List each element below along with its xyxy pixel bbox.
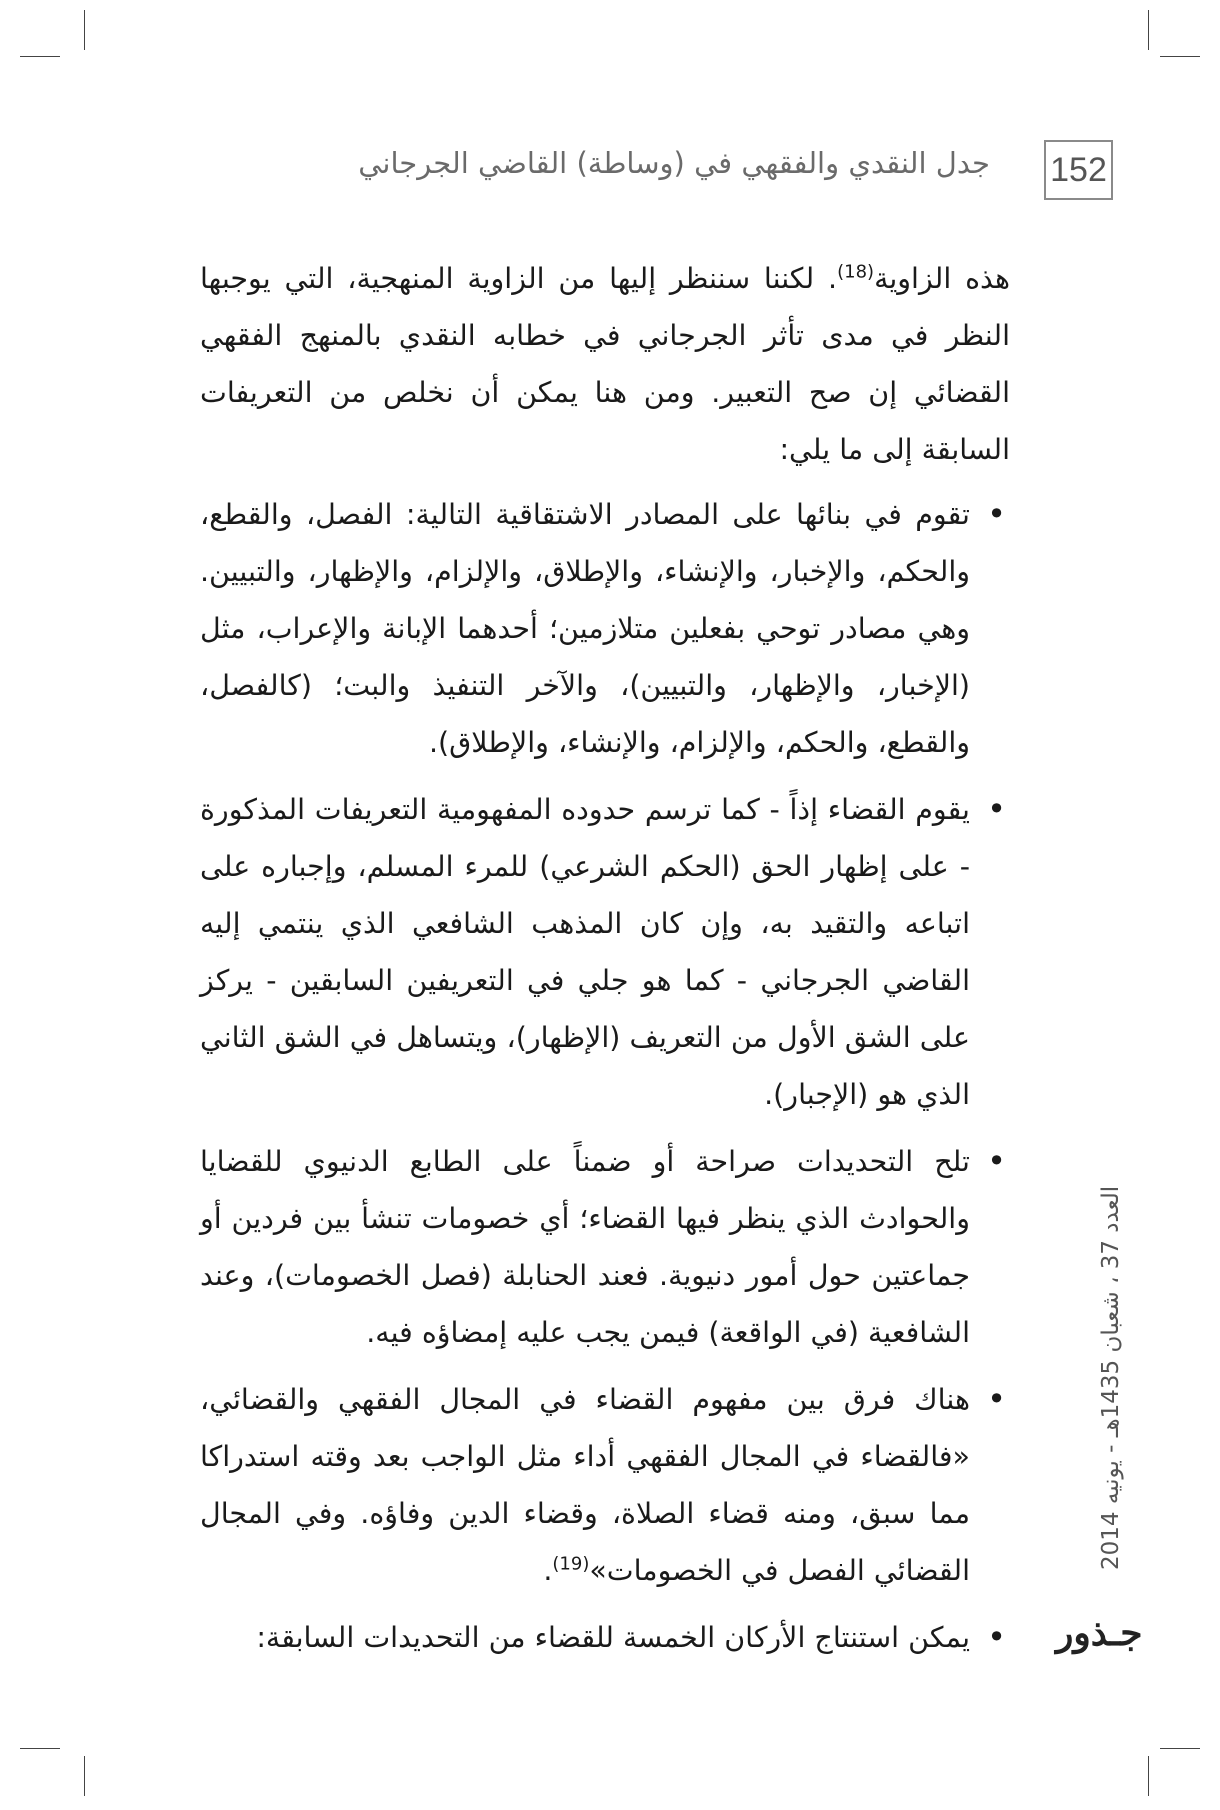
list-item — [200, 486, 1010, 771]
list-item — [200, 1371, 1010, 1599]
article-body — [200, 250, 1010, 1676]
list-item-text: يمكن استنتاج الأركان الخمسة للقضاء من التحديدات السابقة: — [256, 1621, 970, 1654]
list-item-text-end: . — [543, 1554, 553, 1587]
intro-paragraph — [200, 250, 1010, 478]
journal-logo: جـذور — [1056, 1612, 1143, 1654]
footnote-ref: (18) — [837, 261, 875, 283]
crop-mark — [1160, 56, 1200, 57]
crop-mark — [1148, 10, 1149, 50]
crop-mark — [84, 1756, 85, 1796]
page-number: 152 — [1044, 140, 1113, 200]
intro-text-rest: . لكننا سننظر إليها من الزاوية المنهجية، التي يوجبها النظر في مدى تأثر الجرجاني في خطابه النقدي بالمنهج الفقهي القضائي إن صح التعبير. ومن هنا يمكن أن نخلص من التعريفات السابقة إلى ما يلي: — [200, 262, 1010, 466]
list-item — [200, 1609, 1010, 1666]
issue-info: العدد 37 ، شعبان 1435هـ - يونيه 2014 — [1098, 1185, 1124, 1570]
list-item-text: تقوم في بنائها على المصادر الاشتقاقية التالية: الفصل، والقطع، والحكم، والإخبار، والإنشاء، والإطلاق، والإلزام، والإظهار، والتبيين. وهي مصادر توحي بفعلين متلازمين؛ أحدهما الإبانة والإعراب، مثل (الإخبار، والإظهار، والتبيين)، والآخر التنفيذ والبت؛ (كالفصل، والقطع، والحكم، والإلزام، والإنشاء، والإطلاق). — [200, 498, 970, 759]
footnote-ref: (19) — [552, 1553, 590, 1575]
crop-mark — [20, 1748, 60, 1749]
list-item — [200, 1133, 1010, 1361]
crop-mark — [1148, 1756, 1149, 1796]
crop-mark — [20, 56, 60, 57]
crop-mark — [84, 10, 85, 50]
bullet-list — [200, 486, 1010, 1666]
list-item-text: يقوم القضاء إذاً - كما ترسم حدوده المفهومية التعريفات المذكورة - على إظهار الحق (الحكم الشرعي) للمرء المسلم، وإجباره على اتباعه والتقيد به، وإن كان المذهب الشافعي الذي ينتمي إليه القاضي الجرجاني - كما هو جلي في التعريفين السابقين - يركز على الشق الأول من التعريف (الإظهار)، ويتساهل في الشق الثاني الذي هو (الإجبار). — [200, 793, 970, 1111]
list-item-text: هناك فرق بين مفهوم القضاء في المجال الفقهي والقضائي، «فالقضاء في المجال الفقهي أداء مثل الواجب بعد وقته استدراكا مما سبق، ومنه قضاء الصلاة، وقضاء الدين وفاؤه. وفي المجال القضائي الفصل في الخصومات» — [200, 1383, 970, 1587]
running-title: جدل النقدي والفقهي في (وساطة) القاضي الجرجاني — [358, 146, 990, 180]
intro-text-start: هذه الزاوية — [874, 262, 1011, 295]
crop-mark — [1160, 1748, 1200, 1749]
list-item-text: تلح التحديدات صراحة أو ضمناً على الطابع الدنيوي للقضايا والحوادث الذي ينظر فيها القضاء؛ أي خصومات تنشأ بين فردين أو جماعتين حول أمور دنيوية. فعند الحنابلة (فصل الخصومات)، وعند الشافعية (في الواقعة) فيمن يجب عليه إمضاؤه فيه. — [200, 1145, 970, 1349]
list-item — [200, 781, 1010, 1123]
